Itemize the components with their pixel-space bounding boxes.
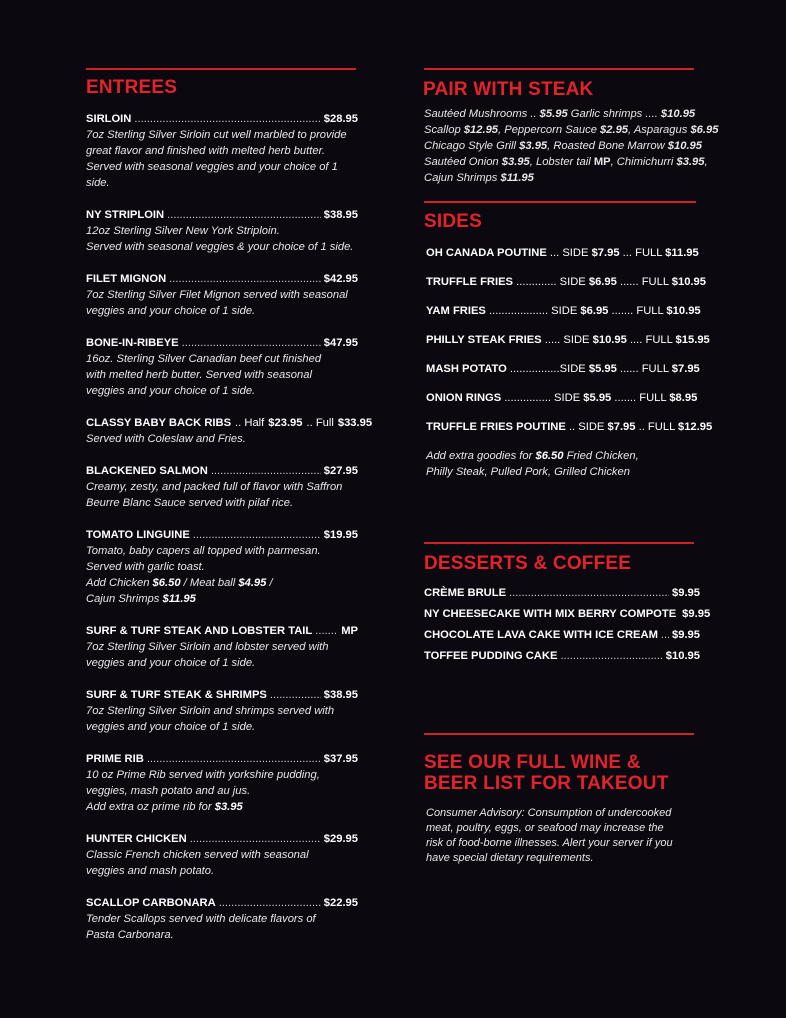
- entree-item: [86, 687, 358, 735]
- entree-item: [86, 335, 358, 399]
- pair-list: [424, 106, 719, 186]
- dot-leader: [560, 648, 662, 664]
- half-price: $23.95: [268, 417, 303, 429]
- entree-description: Served with seasonal veggies and your choice of 1 side.: [86, 161, 338, 189]
- pair-line: Chicago Style Grill $3.95, Roasted Bone Marrow $10.95: [424, 140, 702, 152]
- advisory-line: meat, poultry, eggs, or seafood may increase the: [426, 822, 664, 834]
- entree-name: HUNTER CHICKEN: [86, 833, 187, 845]
- full-leader: ...... FULL: [616, 276, 672, 288]
- entree-title-line: [86, 415, 373, 431]
- addon-text: / Meat ball: [180, 577, 239, 589]
- addon-text: Add Chicken: [86, 577, 153, 589]
- full-leader: ...... FULL: [616, 363, 672, 375]
- entree-item: [86, 207, 358, 255]
- pair-heading: PAIR WITH STEAK: [423, 79, 594, 100]
- pair-line: Sautéed Onion $3.95, Lobster tail MP, Chimichurri $3.95,: [424, 156, 708, 168]
- side-price: $5.95: [588, 363, 617, 375]
- entree-name: SURF & TURF STEAK AND LOBSTER TAIL: [86, 625, 313, 637]
- side-item: [426, 390, 700, 406]
- entrees-list: [86, 111, 373, 943]
- wine-rule: [424, 733, 694, 735]
- entree-name: BLACKENED SALMON: [86, 465, 208, 477]
- full-label: .. Full: [306, 417, 334, 429]
- entree-addon: [86, 591, 358, 607]
- side-name: YAM FRIES: [426, 305, 486, 317]
- side-price: $6.95: [580, 305, 609, 317]
- entree-price: $19.95: [323, 529, 358, 541]
- entree-addon: [86, 799, 358, 815]
- entree-title-line: [86, 751, 358, 767]
- dessert-price: $10.95: [665, 650, 700, 662]
- dot-leader: [134, 111, 320, 127]
- full-leader: .. FULL: [635, 421, 678, 433]
- entree-title-line: [86, 463, 358, 479]
- full-price: $15.95: [675, 334, 710, 346]
- dot-leader: [182, 335, 321, 351]
- entree-title-line: [86, 527, 358, 543]
- sides-section: [424, 201, 713, 480]
- entree-description: Beurre Blanc Sauce served with pilaf rice.: [86, 497, 294, 509]
- side-name: TRUFFLE FRIES: [426, 276, 514, 288]
- desserts-rule: [424, 542, 694, 544]
- side-item: [426, 361, 700, 377]
- side-leader: ............. SIDE: [513, 276, 589, 288]
- advisory-line: Consumer Advisory: Consumption of undercooked: [426, 807, 672, 819]
- side-leader: ..... SIDE: [541, 334, 593, 346]
- wine-heading-line1: SEE OUR FULL WINE &: [424, 752, 641, 773]
- entree-description: 7oz Sterling Silver Sirloin and lobster served with: [86, 641, 329, 653]
- entree-price: $28.95: [323, 113, 358, 125]
- side-price: $10.95: [592, 334, 627, 346]
- dessert-item: [424, 585, 700, 601]
- side-item: [426, 419, 713, 435]
- sides-rule: [424, 201, 696, 203]
- side-item: [426, 245, 700, 261]
- entree-addon: [86, 575, 358, 591]
- addon-price: $4.95: [238, 577, 267, 589]
- addon-price: $6.50: [152, 577, 181, 589]
- entree-price: $29.95: [323, 833, 358, 845]
- sides-extra: [426, 448, 700, 480]
- entree-description: Classic French chicken served with seasonal: [86, 849, 309, 861]
- entree-title-line: [86, 687, 358, 703]
- full-price: $33.95: [337, 417, 373, 429]
- side-item: [426, 332, 710, 348]
- entree-name: SIRLOIN: [86, 113, 132, 125]
- entree-title-line: [86, 623, 358, 639]
- dessert-name: TOFFEE PUDDING CAKE: [424, 650, 558, 662]
- dessert-item: [424, 606, 711, 622]
- sides-extra-line: Philly Steak, Pulled Pork, Grilled Chicken: [426, 466, 630, 478]
- consumer-advisory: [426, 806, 700, 866]
- entree-price: $47.95: [323, 337, 358, 349]
- entree-price: $37.95: [323, 753, 358, 765]
- dessert-item: [424, 627, 700, 643]
- entree-item: [86, 831, 358, 879]
- entree-description: Tender Scallops served with delicate flavors of: [86, 913, 316, 925]
- entree-name: FILET MIGNON: [86, 273, 167, 285]
- entree-item: [86, 751, 358, 815]
- wine-heading-line2: BEER LIST FOR TAKEOUT: [424, 773, 669, 794]
- entree-item: [86, 111, 358, 191]
- entree-name: TOMATO LINGUINE: [86, 529, 190, 541]
- entree-description: 7oz Sterling Silver Sirloin cut well marbled to provide: [86, 129, 347, 141]
- dot-leader: [219, 895, 321, 911]
- entree-price: $22.95: [323, 897, 358, 909]
- entrees-rule: [86, 68, 356, 70]
- side-leader: ................... SIDE: [485, 305, 581, 317]
- pair-line: Sautéed Mushrooms .. $5.95 Garlic shrimps .... $10.95: [424, 108, 696, 120]
- entree-item: [86, 271, 358, 319]
- entree-description: Tomato, baby capers all topped with parmesan.: [86, 545, 321, 557]
- full-price: $8.95: [669, 392, 698, 404]
- dot-leader: [509, 585, 669, 601]
- dot-leader: [193, 527, 321, 543]
- entree-title-line: [86, 271, 358, 287]
- addon-text: Cajun Shrimps: [86, 593, 163, 605]
- side-leader: ... SIDE: [546, 247, 592, 259]
- desserts-list: [424, 585, 711, 664]
- entrees-section: [86, 68, 373, 959]
- sides-list: [426, 245, 713, 435]
- entree-description: veggies, mash potato and au jus.: [86, 785, 251, 797]
- side-name: OH CANADA POUTINE: [426, 247, 547, 259]
- sides-heading: SIDES: [424, 211, 483, 232]
- entree-description: veggies and your choice of 1 side.: [86, 305, 256, 317]
- side-item: [426, 303, 700, 319]
- entree-description: Creamy, zesty, and packed full of flavor with Saffron: [86, 481, 343, 493]
- addon-text: /: [266, 577, 273, 589]
- entree-description: great flavor and finished with melted herb butter.: [86, 145, 326, 157]
- entree-title-line: [86, 207, 358, 223]
- entree-title-line: [86, 831, 358, 847]
- entree-title-line: [86, 335, 358, 351]
- full-leader: .... FULL: [626, 334, 676, 346]
- dot-leader: [167, 207, 321, 223]
- side-name: MASH POTATO: [426, 363, 507, 375]
- advisory-line: risk of food-borne illnesses. Alert your server if you: [426, 837, 673, 849]
- dot-leader: [147, 751, 321, 767]
- pair-section: [423, 68, 719, 186]
- entree-price: $27.95: [323, 465, 358, 477]
- entree-name: SURF & TURF STEAK & SHRIMPS: [86, 689, 267, 701]
- full-price: $10.95: [666, 305, 701, 317]
- dessert-price: $9.95: [682, 608, 711, 620]
- side-price: $7.95: [591, 247, 620, 259]
- entree-price: $38.95: [323, 689, 358, 701]
- entree-item: [86, 623, 358, 671]
- full-leader: ....... FULL: [608, 305, 667, 317]
- entree-name: SCALLOP CARBONARA: [86, 897, 216, 909]
- entree-description: 16oz. Sterling Silver Canadian beef cut finished: [86, 353, 322, 365]
- full-price: $7.95: [671, 363, 700, 375]
- entree-price: $42.95: [323, 273, 358, 285]
- entree-description: 10 oz Prime Rib served with yorkshire pudding,: [86, 769, 320, 781]
- entree-name: PRIME RIB: [86, 753, 144, 765]
- desserts-section: [424, 542, 711, 669]
- full-leader: ... FULL: [619, 247, 666, 259]
- full-price: $12.95: [677, 421, 713, 433]
- entree-description: veggies and your choice of 1 side.: [86, 657, 256, 669]
- entree-title-line: [86, 895, 358, 911]
- entree-name: CLASSY BABY BACK RIBS: [86, 417, 232, 429]
- entree-description: veggies and your choice of 1 side.: [86, 385, 256, 397]
- full-price: $11.95: [665, 247, 699, 259]
- entree-item: [86, 463, 358, 511]
- dessert-name: CRÈME BRULE: [424, 587, 507, 599]
- entree-description: Served with garlic toast.: [86, 561, 205, 573]
- entree-price: MP: [341, 625, 358, 637]
- entree-description: Served with Coleslaw and Fries.: [86, 433, 246, 445]
- dot-leader: [270, 687, 321, 703]
- entree-title-line: [86, 111, 358, 127]
- side-name: TRUFFLE FRIES POUTINE: [426, 421, 566, 433]
- addon-price: $3.95: [214, 801, 243, 813]
- entree-description: veggies and mash potato.: [86, 865, 215, 877]
- wine-section: [424, 733, 700, 866]
- side-leader: ............... SIDE: [501, 392, 584, 404]
- entree-description: 7oz Sterling Silver Filet Mignon served with seasonal: [86, 289, 348, 301]
- dot-leader: [315, 623, 338, 639]
- entree-description: Served with seasonal veggies & your choice of 1 side.: [86, 241, 354, 253]
- entree-item: [86, 415, 373, 447]
- dessert-price: $9.95: [672, 587, 700, 599]
- entree-description: with melted herb butter. Served with seasonal: [86, 369, 312, 381]
- entree-description: Pasta Carbonara.: [86, 929, 174, 941]
- entree-item: [86, 895, 358, 943]
- advisory-line: have special dietary requirements.: [426, 852, 594, 864]
- dot-leader: [661, 627, 669, 643]
- side-name: ONION RINGS: [426, 392, 502, 404]
- entree-description: 12oz Sterling Silver New York Striploin.: [86, 225, 280, 237]
- addon-price: $11.95: [162, 593, 196, 605]
- dot-leader: [190, 831, 321, 847]
- side-price: $6.95: [588, 276, 617, 288]
- dessert-price: $9.95: [672, 629, 700, 641]
- pair-rule: [424, 68, 694, 70]
- entree-description: veggies and your choice of 1 side.: [86, 721, 256, 733]
- side-price: $7.95: [607, 421, 636, 433]
- side-leader: .. SIDE: [565, 421, 608, 433]
- desserts-heading: DESSERTS & COFFEE: [424, 553, 632, 574]
- addon-text: Add extra oz prime rib for: [86, 801, 215, 813]
- half-label: .. Half: [235, 417, 265, 429]
- dessert-name: NY CHEESECAKE WITH MIX BERRY COMPOTE: [424, 608, 677, 620]
- entree-price: $38.95: [323, 209, 358, 221]
- dot-leader: [211, 463, 321, 479]
- sides-extra-line: Add extra goodies for $6.50 Fried Chicken,: [426, 450, 639, 462]
- side-price: $5.95: [583, 392, 612, 404]
- entree-description: 7oz Sterling Silver Sirloin and shrimps served with: [86, 705, 335, 717]
- dessert-item: [424, 648, 700, 664]
- entree-name: NY STRIPLOIN: [86, 209, 165, 221]
- entrees-heading: ENTREES: [86, 77, 178, 98]
- side-name: PHILLY STEAK FRIES: [426, 334, 542, 346]
- entree-item: [86, 527, 358, 607]
- pair-line: Cajun Shrimps $11.95: [424, 172, 534, 184]
- dessert-name: CHOCOLATE LAVA CAKE WITH ICE CREAM: [424, 629, 658, 641]
- side-leader: ................SIDE: [506, 363, 589, 375]
- side-item: [426, 274, 706, 290]
- dot-leader: [169, 271, 321, 287]
- full-leader: ....... FULL: [611, 392, 670, 404]
- full-price: $10.95: [671, 276, 706, 288]
- pair-line: Scallop $12.95, Peppercorn Sauce $2.95, Asparagus $6.95: [424, 124, 719, 136]
- entree-name: BONE-IN-RIBEYE: [86, 337, 179, 349]
